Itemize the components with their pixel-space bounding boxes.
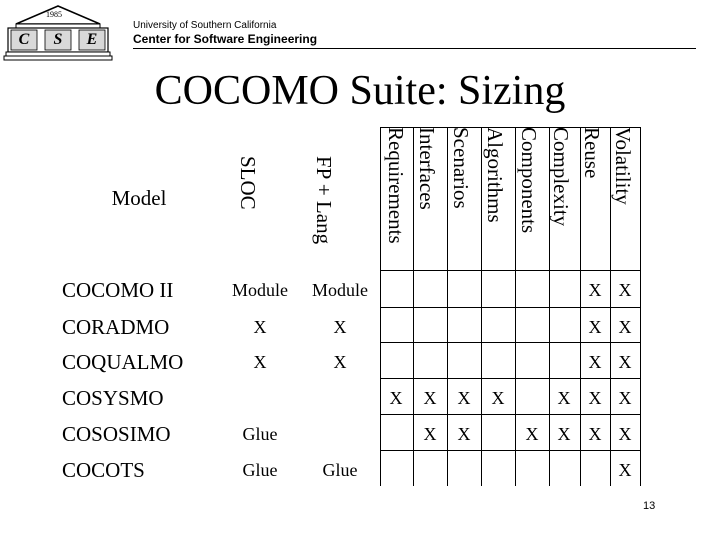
table-cell: X: [618, 280, 632, 300]
table-cell: X: [618, 388, 632, 408]
table-cell: X: [423, 388, 437, 408]
table-cell: X: [423, 424, 437, 444]
grid-line-horizontal: [380, 342, 640, 343]
slide-title: COCOMO Suite: Sizing: [154, 68, 566, 114]
table-cell: X: [588, 388, 602, 408]
table-cell: X: [618, 424, 632, 444]
grid-line-horizontal: [380, 307, 640, 308]
cse-logo: [2, 2, 114, 64]
logo-year: 1985: [46, 10, 62, 19]
logo-letter-s: S: [53, 31, 63, 48]
column-header-label: Scenarios: [449, 127, 473, 209]
table-cell: Module: [312, 280, 368, 300]
model-column-header: Model: [111, 186, 167, 210]
row-model-label: COCOMO II: [62, 278, 174, 302]
table-cell: X: [588, 317, 602, 337]
row-model-label: COSYSMO: [62, 386, 164, 410]
table-cell: Module: [232, 280, 288, 300]
table-cell: X: [588, 280, 602, 300]
row-model-label: COSOSIMO: [62, 422, 171, 446]
table-cell: X: [457, 424, 471, 444]
page-number: 13: [643, 500, 656, 512]
center-name: Center for Software Engineering: [133, 32, 318, 46]
logo-letter-c: C: [18, 31, 30, 48]
table-cell: X: [618, 460, 632, 480]
table-cell: Glue: [322, 460, 358, 480]
table-cell: X: [253, 352, 267, 372]
column-header: [612, 127, 652, 269]
column-header-label: Algorithms: [483, 127, 507, 223]
column-header-label: Requirements: [384, 127, 408, 244]
table-cell: X: [588, 424, 602, 444]
table-cell: X: [333, 317, 347, 337]
grid-line-horizontal: [380, 270, 640, 271]
logo-letter-e: E: [86, 31, 98, 48]
table-cell: X: [557, 424, 571, 444]
table-cell: Glue: [242, 460, 278, 480]
column-header: [237, 156, 277, 298]
org-header: [133, 21, 317, 45]
row-model-label: COCOTS: [62, 458, 145, 482]
table-cell: X: [557, 388, 571, 408]
table-cell: X: [253, 317, 267, 337]
table-cell: X: [457, 388, 471, 408]
column-header-label: Components: [517, 127, 541, 234]
table-cell: Glue: [242, 424, 278, 444]
table-cell: X: [525, 424, 539, 444]
header-rule: [133, 48, 696, 49]
table-cell: X: [618, 317, 632, 337]
table-cell: X: [333, 352, 347, 372]
table-cell: X: [588, 352, 602, 372]
row-model-label: COQUALMO: [62, 350, 184, 374]
university-name: University of Southern California: [133, 20, 277, 31]
column-header-label: Volatility: [611, 127, 635, 205]
column-header-label: SLOC: [236, 156, 260, 210]
column-header-label: Reuse: [580, 127, 604, 179]
table-cell: X: [389, 388, 403, 408]
column-header-label: Complexity: [549, 127, 573, 227]
column-header-label: Interfaces: [415, 127, 439, 210]
grid-line-horizontal: [380, 450, 640, 451]
table-cell: X: [618, 352, 632, 372]
table-cell: X: [491, 388, 505, 408]
row-model-label: CORADMO: [62, 315, 170, 339]
column-header: [313, 156, 353, 298]
grid-line-horizontal: [380, 414, 640, 415]
grid-line-horizontal: [380, 378, 640, 379]
column-header-label: FP + Lang: [312, 156, 336, 245]
